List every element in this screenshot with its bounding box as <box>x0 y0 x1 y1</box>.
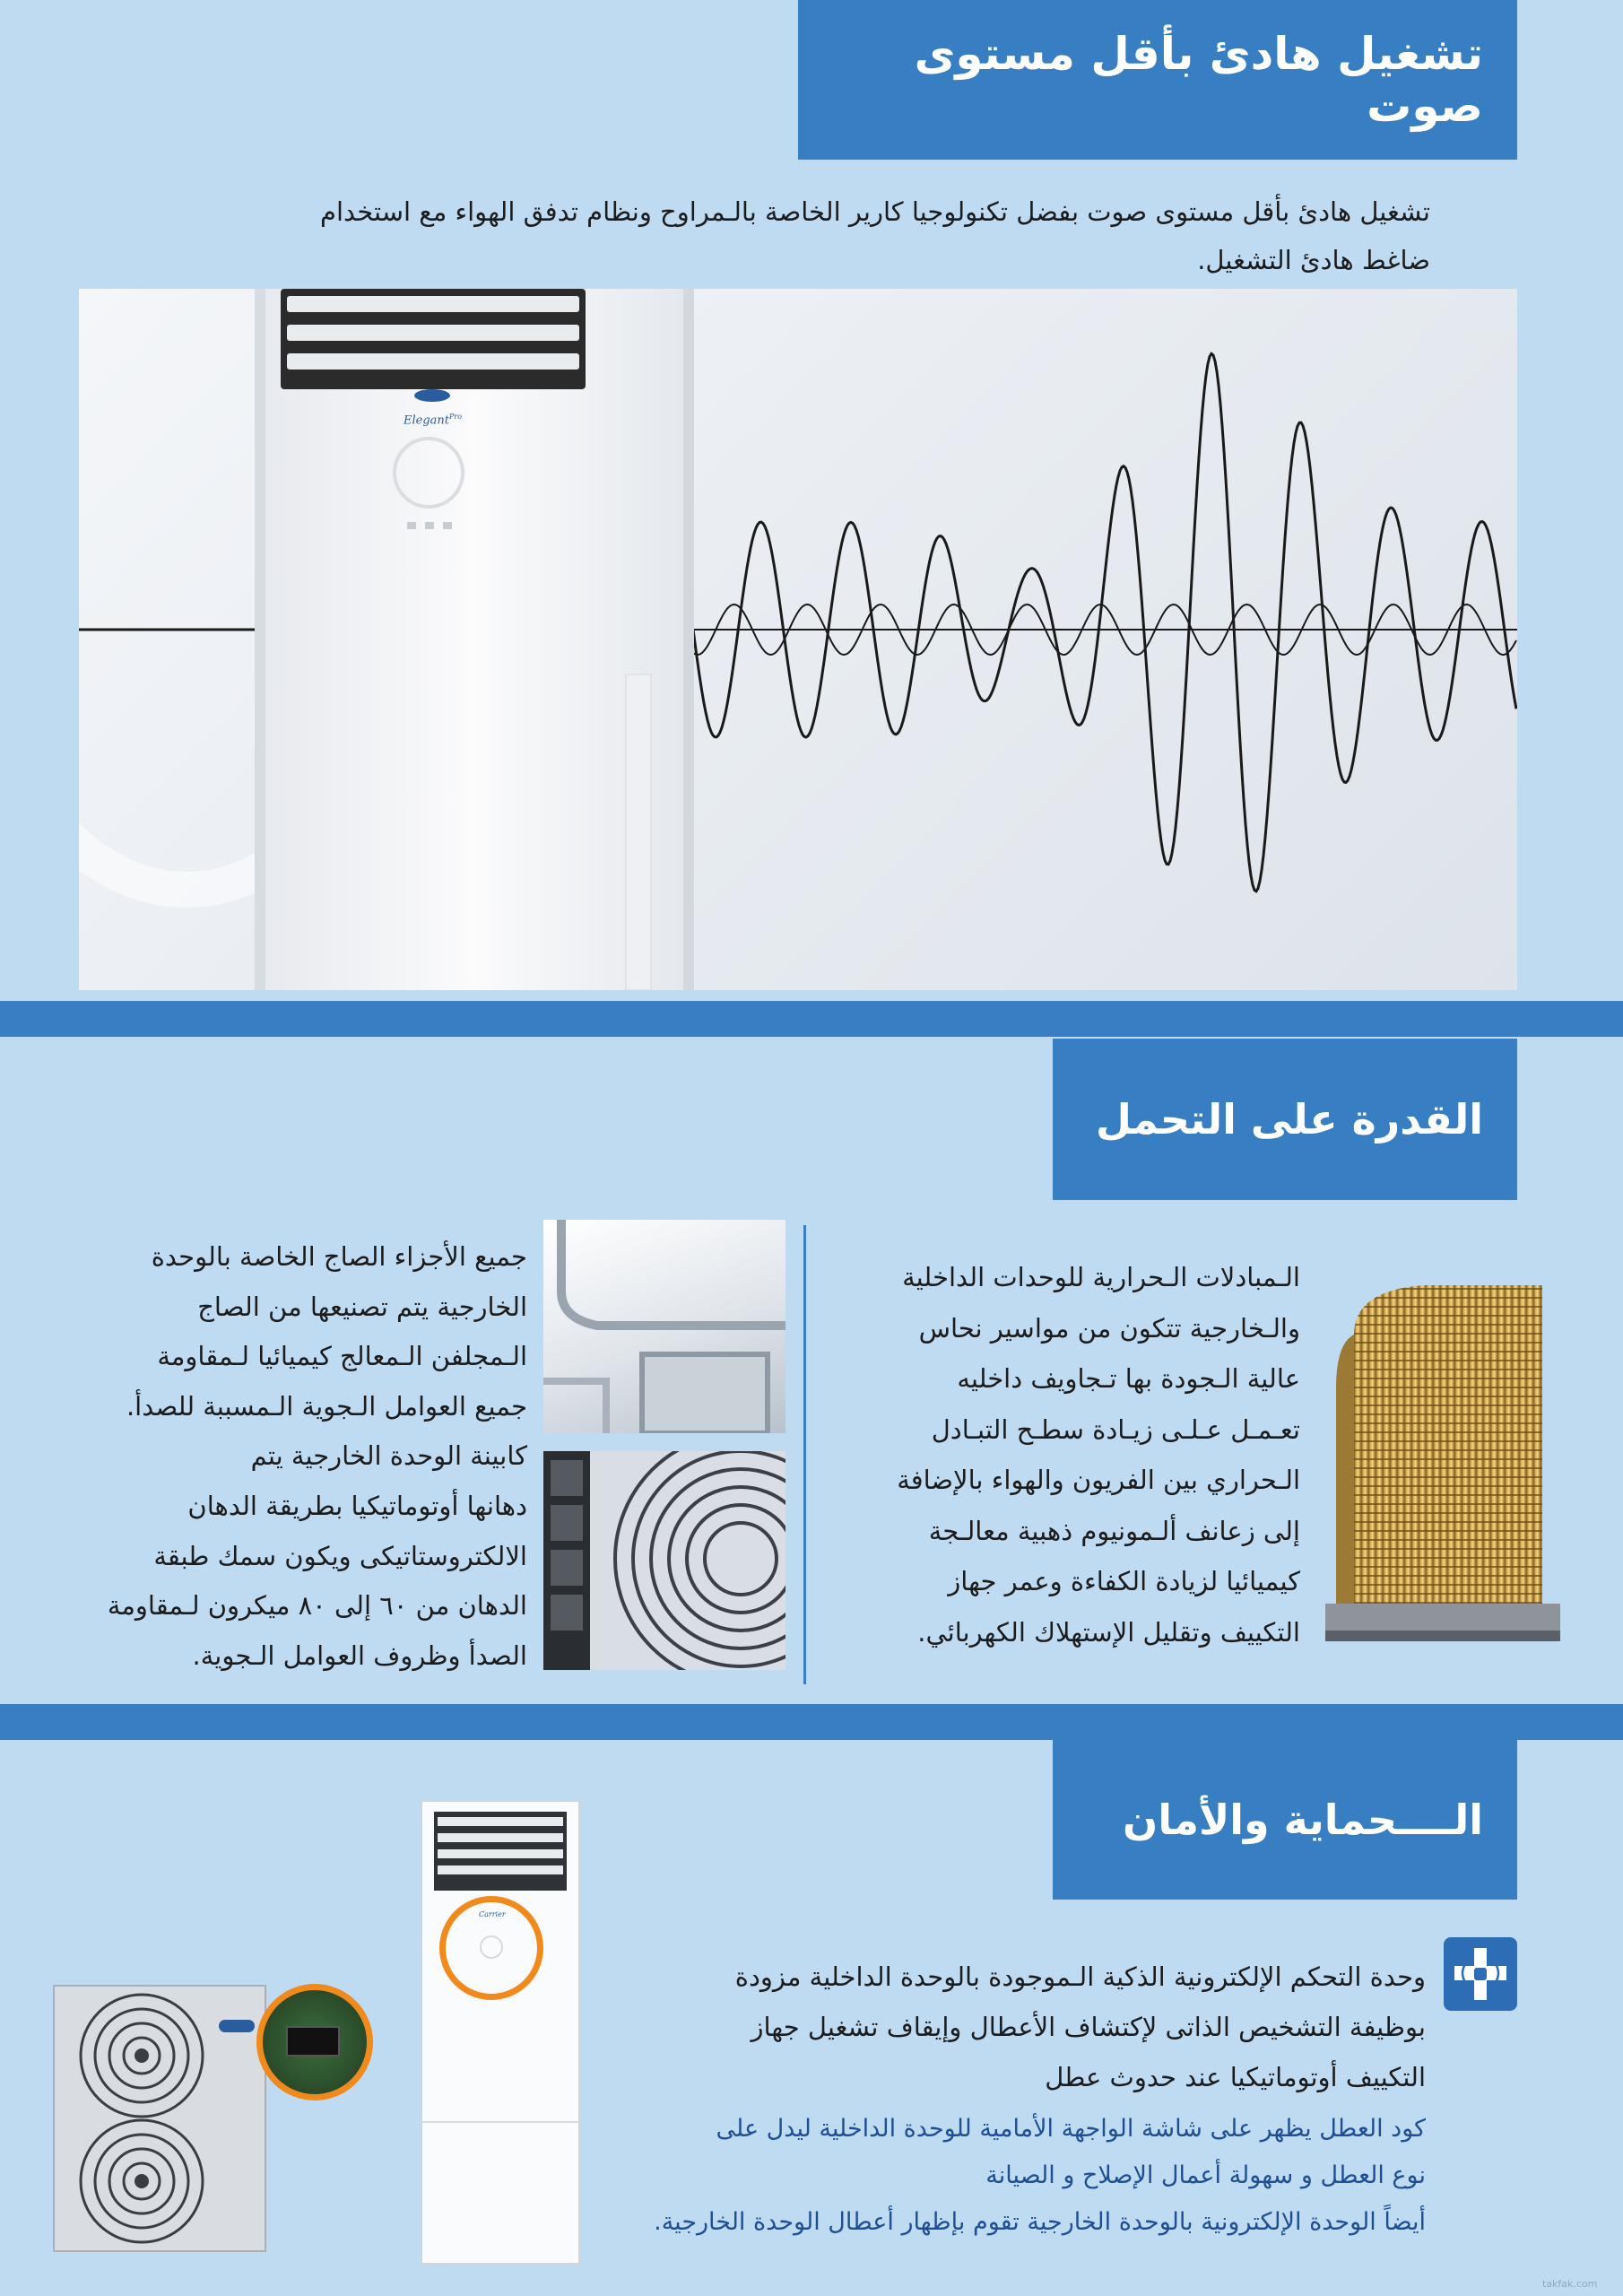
section1-text-line1: تشغيل هادئ بأقل مستوى صوت بفضل تكنولوجيا كارير الخاصة بالـمراوح ونظام تدفق الهواء مع استخدام <box>319 196 1430 227</box>
section3-title: الــــحماية والأمان <box>1053 1740 1517 1900</box>
section1-text-line2: ضاغط هادئ التشغيل. <box>1197 245 1430 275</box>
section-divider-2 <box>0 1704 1623 1740</box>
text-line: جميع العوامل الـجوية الـمسببة للصدأ. <box>126 1390 527 1422</box>
sound-wave-main <box>693 353 1516 891</box>
text-line: أيضاً الوحدة الإلكترونية بالوحدة الخارجية تقوم بإظهار أعطال الوحدة الخارجية. <box>654 2208 1426 2236</box>
column-separator <box>803 1225 806 1684</box>
carrier-logo <box>414 389 450 402</box>
text-line: دهانها أوتوماتيكيا بطريقة الدهان <box>187 1490 527 1521</box>
model-name-label: Elegant$^{Pro}$ <box>404 413 463 428</box>
text-line: تعـمـل عـلـى زيـادة سطـح التبـادل <box>931 1413 1300 1445</box>
protection-shield-icon <box>1444 1937 1517 2011</box>
text-line: وحدة التحكم الإلكترونية الذكية الـموجودة بالوحدة الداخلية مزودة <box>734 1961 1426 1992</box>
error-code-text <box>619 2106 1426 2246</box>
indoor-unit-photo <box>418 1799 583 2266</box>
text-line: والـخارجية تتكون من مواسير نحاس <box>918 1312 1300 1344</box>
outdoor-unit-photo <box>52 1984 267 2253</box>
text-line: التكييف وتقليل الإستهلاك الكهربائي. <box>917 1616 1300 1648</box>
text-line: الخارجية يتم تصنيعها من الصاج <box>197 1291 527 1322</box>
watermark: takfak.com <box>1542 2278 1598 2290</box>
text-line: الالكتروستاتيكى ويكون سمك طبقة <box>153 1540 527 1571</box>
quiet-operation-photo <box>79 289 1517 990</box>
galvanized-steel-text <box>54 1232 527 1681</box>
text-line: الـحراري بين الفريون والهواء بالإضافة <box>897 1465 1300 1495</box>
indoor-unit-brand: Carrier <box>479 1910 506 1918</box>
section1-title: تشغيل هادئ بأقل مستوى صوت <box>798 0 1517 160</box>
text-line: الدهان من ٦٠ إلى ٨٠ ميكرون لـمقاومة <box>107 1590 527 1622</box>
section2-title: القدرة على التحمل <box>1053 1039 1517 1200</box>
error-code-display <box>286 2026 340 2057</box>
text-line: الـمبادلات الـحرارية للوحدات الداخلية <box>902 1262 1300 1292</box>
text-line: عالية الـجودة بها تـجاويف داخليه <box>957 1363 1300 1394</box>
heat-exchanger-text <box>834 1252 1300 1657</box>
text-line: كيميائيا لزيادة الكفاءة وعمر جهاز <box>948 1566 1300 1596</box>
text-line: كابينة الوحدة الخارجية يتم <box>250 1440 527 1472</box>
control-board-zoom <box>256 1984 373 2100</box>
text-line: جميع الأجزاء الصاج الخاصة بالوحدة <box>151 1241 527 1272</box>
text-line: الصدأ وظروف العوامل الـجوية. <box>192 1639 527 1671</box>
text-line: إلى زعانف ألـمونيوم ذهبية معالـجة <box>928 1515 1300 1546</box>
text-line: التكييف أوتوماتيكيا عند حدوث عطل <box>1045 2062 1426 2092</box>
text-line: بوظيفة التشخيص الذاتى لإكتشاف الأعطال وإيقاف تشغيل جهاز <box>751 2012 1426 2042</box>
sound-wave-graphic <box>79 289 1517 990</box>
outdoor-fan-grille-photo <box>543 1451 785 1670</box>
galvanized-panel-photo <box>543 1220 785 1433</box>
section-divider-1 <box>0 1001 1623 1037</box>
text-line: كود العطل يظهر على شاشة الواجهة الأمامية للوحدة الداخلية ليدل على <box>716 2115 1426 2143</box>
text-line: نوع العطل و سهولة أعمال الإصلاح و الصيانة <box>985 2161 1426 2189</box>
text-line: الـمجلفن الـمعالج كيميائيا لـمقاومة <box>157 1341 527 1372</box>
smart-control-text <box>628 1952 1426 2102</box>
heat-exchanger-coil-photo <box>1318 1281 1560 1657</box>
